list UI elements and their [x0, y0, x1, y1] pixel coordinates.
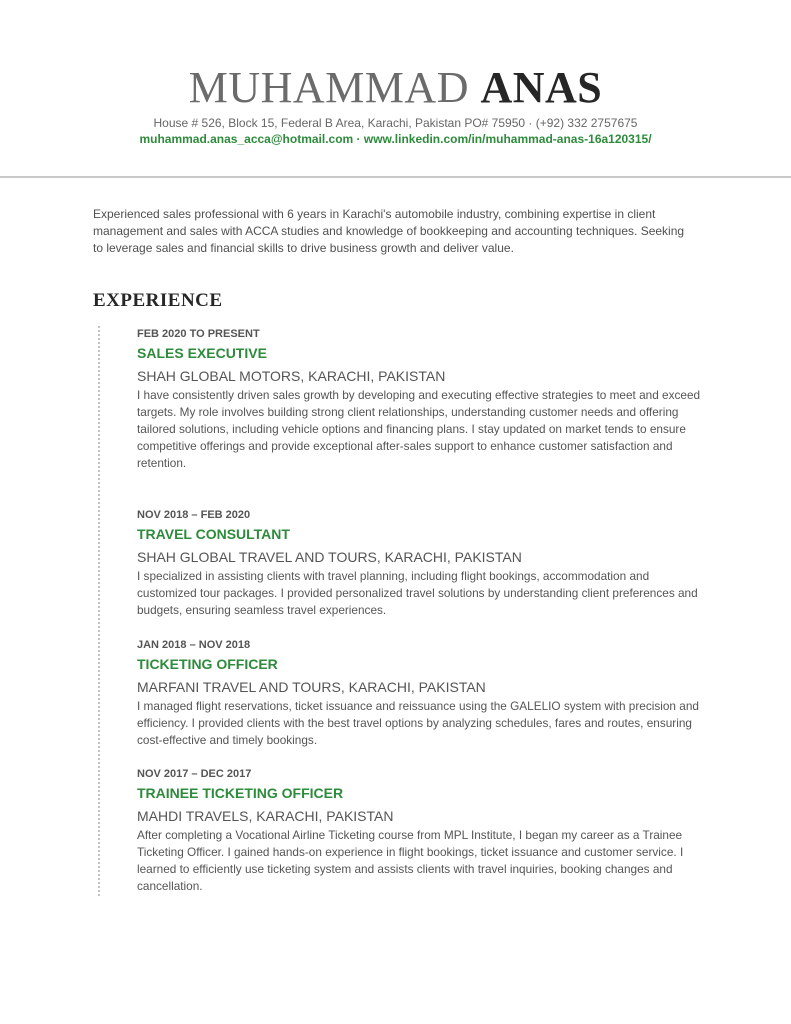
job-description: I have consistently driven sales growth by developing and executing effective strategies to meet and exceed targets. My role involves building strong client relationships, understanding customer needs and offering tailored solutions, including vehicle options and financing plans. I stay updated on market tends to ensure competitive offerings and provide exceptional after-sales support to enhance customer satisfaction and retention. [137, 388, 701, 470]
job-company: MAHDI TRAVELS, KARACHI, PAKISTAN [137, 808, 394, 824]
resume-header [0, 0, 791, 146]
job-date: JAN 2018 – NOV 2018 [137, 639, 251, 651]
address-line: House # 526, Block 15, Federal B Area, Karachi, Pakistan PO# 75950 · (+92) 332 2757675 [153, 116, 638, 130]
last-name: ANAS [480, 63, 603, 112]
job-entry [137, 637, 707, 749]
applicant-name [0, 64, 791, 112]
job-date: NOV 2017 – DEC 2017 [137, 768, 252, 780]
job-description: I specialized in assisting clients with travel planning, including flight bookings, accommodation and customized tour packages. I provided personalized travel solutions by understanding client preferences and budgets, ensuring seamless travel experiences. [137, 569, 698, 617]
job-title: TICKETING OFFICER [137, 656, 278, 672]
job-company: SHAH GLOBAL MOTORS, KARACHI, PAKISTAN [137, 368, 446, 384]
contact-line[interactable]: muhammad.anas_acca@hotmail.com · www.linkedin.com/in/muhammad-anas-16a120315/ [139, 132, 652, 146]
job-company: MARFANI TRAVEL AND TOURS, KARACHI, PAKISTAN [137, 679, 486, 695]
timeline-line [98, 326, 100, 896]
job-company: SHAH GLOBAL TRAVEL AND TOURS, KARACHI, PAKISTAN [137, 549, 522, 565]
job-description: After completing a Vocational Airline Ticketing course from MPL Institute, I began my career as a Trainee Ticketing Officer. I gained hands-on experience in flight bookings, ticket issuance and customer service. I learned to efficiently use ticketing system and assists clients with travel inquiries, booking changes and cancellation. [137, 828, 684, 893]
job-title: SALES EXECUTIVE [137, 345, 267, 361]
job-entry [137, 507, 707, 619]
job-entry [137, 326, 707, 472]
header-divider [0, 176, 791, 178]
job-title: TRAVEL CONSULTANT [137, 526, 290, 542]
job-date: NOV 2018 – FEB 2020 [137, 509, 251, 521]
job-title: TRAINEE TICKETING OFFICER [137, 785, 344, 801]
first-name: MUHAMMAD [188, 63, 469, 112]
job-entry [137, 766, 707, 895]
job-description: I managed flight reservations, ticket issuance and reissuance using the GALELIO system with precision and efficiency. I provided clients with the best travel options by analyzing schedules, fares and routes, ensuring cost-effective and timely bookings. [137, 699, 699, 747]
job-date: FEB 2020 TO PRESENT [137, 328, 260, 340]
summary-text: Experienced sales professional with 6 years in Karachi's automobile industry, combining expertise in client management and sales with ACCA studies and knowledge of bookkeeping and accounting techniques. Seeking to leverage sales and financial skills to drive business growth and deliver value. [93, 207, 685, 255]
experience-heading: EXPERIENCE [93, 290, 223, 311]
